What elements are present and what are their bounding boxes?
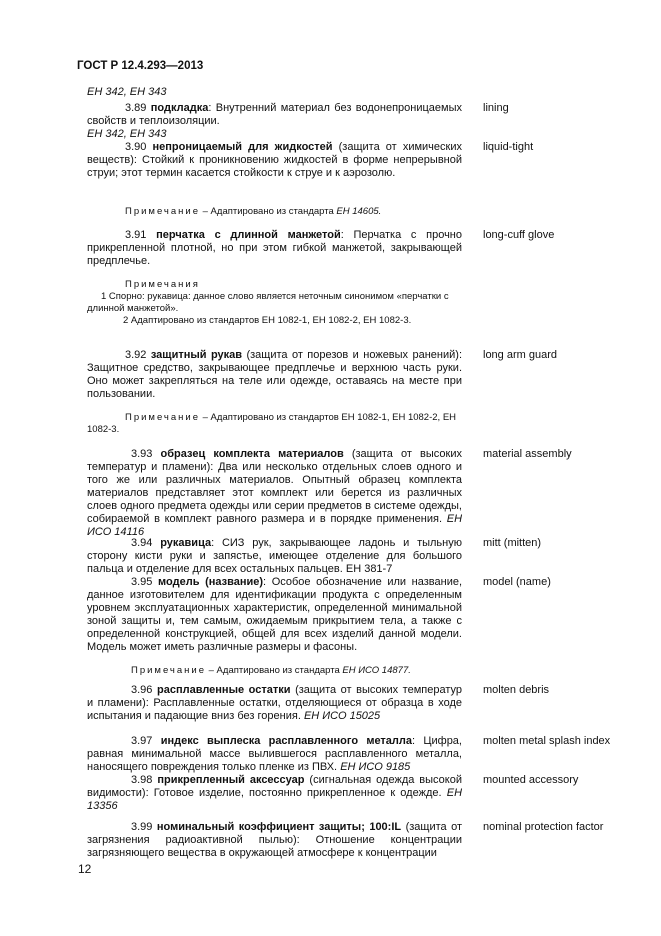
term-title: расплавленные остатки (157, 684, 291, 696)
term-reference: ЕН ИСО 9185 (340, 761, 411, 773)
term-definition: : Перчатка с прочно прикрепленной плотной, но при этом гибкой манжетой, закрывающей предплечье. (87, 229, 462, 267)
note-text: – Адаптировано из стандарта (200, 206, 337, 217)
english-term: lining (483, 102, 509, 114)
note-text: – Адаптировано из стандарта (206, 665, 343, 676)
note (87, 206, 462, 218)
note (87, 412, 462, 436)
term-entry-3-95 (87, 576, 462, 654)
english-term: mounted accessory (483, 774, 579, 786)
term-definition: (защита от загрязнения радиоактивной пылью): Отношение концентрации загрязняющего вещества в окружающей атмосфере к концентрации (87, 821, 463, 859)
term-entry-3-99 (87, 821, 462, 860)
page-number: 12 (78, 862, 92, 876)
term-entry-3-98 (87, 774, 462, 813)
page-header: ГОСТ Р 12.4.293—2013 (77, 60, 204, 72)
note-label: Примечание (125, 206, 200, 217)
english-term: molten debris (483, 684, 550, 696)
term-number: 3.90 (125, 141, 147, 153)
ref-line: ЕН 342, ЕН 343 (87, 86, 167, 98)
term-entry-3-96 (87, 684, 462, 723)
term-definition: (защита от химических веществ): Стойкий к проникновению жидкостей в форме непрерывной струи; этот термин касается стойкости к струе и к аэрозолю. (87, 141, 462, 179)
term-number: 3.92 (125, 349, 147, 361)
term-number: 3.94 (131, 537, 153, 549)
english-term: liquid-tight (483, 141, 534, 153)
english-term: long arm guard (483, 349, 557, 361)
note-reference: ЕН 14605. (336, 206, 382, 217)
term-reference: ЕН ИСО 15025 (303, 710, 381, 722)
term-entry-3-91 (87, 229, 462, 268)
english-term: material assembly (483, 448, 572, 460)
term-definition: : СИЗ рук, закрывающее ладонь и тыльную сторону кисти руки и запястье, имеющее отделение для большого пальца и отделение для всех остальных пальцев. ЕН 381-7 (87, 537, 462, 575)
term-number: 3.97 (131, 735, 153, 747)
notes-label: Примечания (125, 279, 200, 290)
term-reference: ЕН 13356 (87, 787, 463, 812)
term-title: перчатка с длинной манжетой (156, 229, 341, 241)
term-definition: : Особое обозначение или название, данное изготовителем для идентификации продукта с определенным уровнем эксплуатационных характеристик, определенной минимальной зоной защиты и, тем самым, ожидаемым прикрытием тела, а также с определенной конструкцией, общей для всех изделий данной модели. Модель может иметь различные размеры и фасоны. (87, 576, 463, 653)
note-label: Примечание (131, 665, 206, 676)
term-title: подкладка (150, 102, 209, 114)
term-title: непроницаемый для жидкостей (152, 141, 333, 153)
term-number: 3.96 (131, 684, 153, 696)
term-definition: (защита от высоких температур и пламени): Два или несколько отдельных слоев одного и того же или различных материалов. Опытный образец комплекта материалов представляет этот комплект или берется из различных слоев одного предмета одежды или серии предметов в системе одежды, собираемой в комплект равного размера и в порядке применения. (87, 448, 462, 525)
term-title: прикрепленный аксессуар (157, 774, 305, 786)
term-definition: (защита от порезов и ножевых ранений): Защитное средство, закрывающее предплечье и верхнюю часть руки. Оно может закрепляться на теле или одежде, оставаясь на месте при пользовании. (87, 349, 462, 400)
english-term: nominal protection factor (483, 821, 604, 833)
note-item: 2 Адаптировано из стандартов ЕН 1082-1, ЕН 1082-2, ЕН 1082-3. (123, 315, 412, 326)
term-number: 3.91 (125, 229, 147, 241)
term-title: защитный рукав (150, 349, 243, 361)
term-entry-3-89 (87, 102, 462, 141)
term-number: 3.89 (125, 102, 147, 114)
note-label: Примечание (125, 412, 200, 423)
term-title: образец комплекта материалов (160, 448, 344, 460)
english-term: long-cuff glove (483, 229, 555, 241)
term-entry-3-93 (87, 448, 462, 539)
term-number: 3.99 (131, 821, 153, 833)
term-title: индекс выплеска расплавленного металла (160, 735, 413, 747)
term-definition: : Цифра, равная минимальной массе вылившегося расплавленного металла, наносящего повреждения только пленке из ПВХ. (87, 735, 462, 773)
term-definition: : Внутренний материал без водонепроницаемых свойств и теплоизоляции. (87, 102, 462, 127)
term-number: 3.93 (131, 448, 153, 460)
term-entry-3-97 (87, 735, 462, 774)
term-number: 3.98 (131, 774, 153, 786)
term-entry-3-94 (87, 537, 462, 576)
note (87, 665, 462, 677)
english-term: model (name) (483, 576, 551, 588)
term-number: 3.95 (131, 576, 153, 588)
term-reference: ЕН ИСО 14116 (87, 513, 463, 538)
term-title: модель (название) (158, 576, 264, 588)
term-reference: ЕН 342, ЕН 343 (87, 128, 167, 140)
note-item: 1 Спорно: рукавица: данное слово является неточным синонимом «перчатки с длинной манжетой». (87, 291, 449, 314)
term-definition: (сигнальная одежда высокой видимости): Готовое изделие, постоянно прикрепленное к одежде. (87, 774, 463, 799)
term-entry-3-92 (87, 349, 462, 401)
term-title: рукавица (160, 537, 212, 549)
note-text: – Адаптировано из стандартов ЕН 1082-1, ЕН 1082-2, ЕН 1082-3. (87, 412, 457, 435)
english-term: molten metal splash index (483, 735, 611, 747)
english-term: mitt (mitten) (483, 537, 542, 549)
term-definition: (защита от высоких температур и пламени): Расплавленные остатки, отделяющиеся от образца в ходе испытания и падающие вниз без горения. (87, 684, 462, 722)
notes (87, 279, 462, 327)
term-title: номинальный коэффициент защиты; 100:IL (156, 821, 402, 833)
note-reference: ЕН ИСО 14877. (342, 665, 411, 676)
term-entry-3-90 (87, 141, 462, 180)
